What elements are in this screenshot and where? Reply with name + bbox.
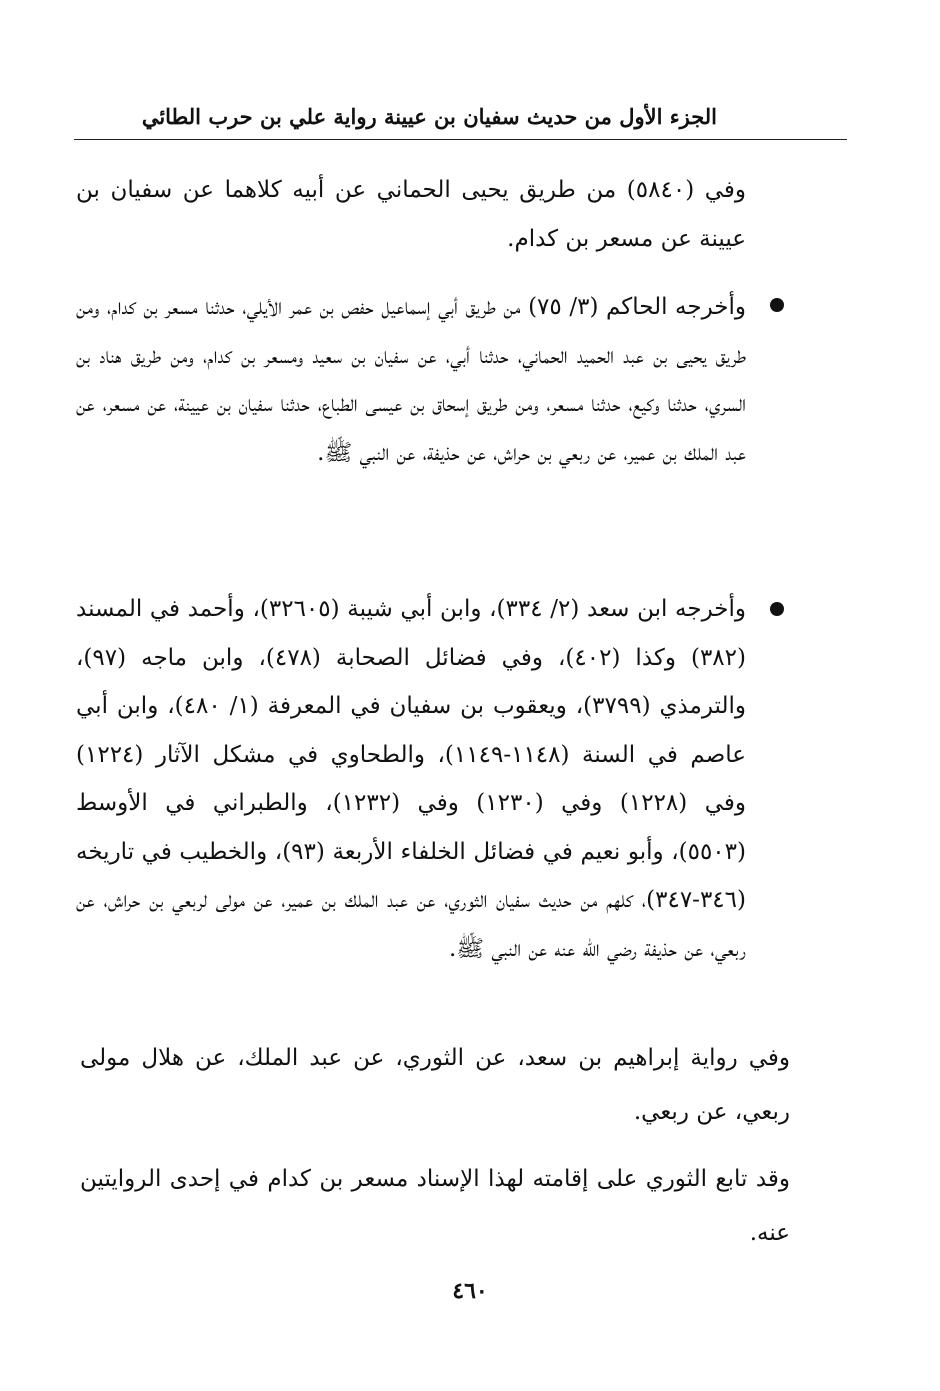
intro-paragraph: وفي (٥٨٤٠) من طريق يحيى الحماني عن أبيه كلاهما عن سفيان بن عيينة عن مسعر بن كدام.	[76, 177, 746, 252]
bullet-paragraph: وأخرجه الحاكم (٣/ ٧٥) من طريق أبي إسماعيل حفص بن عمر الأيلي، حدثنا مسعر بن كدام، ومن طريق يحيى بن عبد الحميد الحماني، حدثنا أبي، عن سفيان بن سعيد ومسعر بن كدام، ومن طريق هناد بن السري، حدثنا وكيع، حدثنا مسعر، ومن طريق إسحاق بن عيسى الطباع، حدثنا سفيان بن عيينة، عن مسعر، عن عبد الملك بن عمير، عن ربعي بن حراش، عن حذيفة، عن النبي ﷺ.	[76, 294, 746, 466]
header-divider	[74, 139, 847, 140]
bullet-marker	[770, 298, 784, 312]
page-number: ٤٦٠	[452, 1278, 488, 1304]
body-paragraph: وفي رواية إبراهيم بن سعد، عن الثوري، عن عبد الملك، عن هلال مولى ربعي، عن ربعي.	[80, 1045, 790, 1125]
bullet-paragraph: وأخرجه ابن سعد (٢/ ٣٣٤)، وابن أبي شيبة (٣٢٦٠٥)، وأحمد في المسند (٣٨٢) وكذا (٤٠٢)، وفي فضائل الصحابة (٤٧٨)، وابن ماجه (٩٧)، والترمذي (٣٧٩٩)، ويعقوب بن سفيان في المعرفة (١/ ٤٨٠)، وابن أبي عاصم في السنة (١١٤٨-١١٤٩)، والطحاوي في مشكل الآثار (١٢٢٤) وفي (١٢٢٨) وفي (١٢٣٠) وفي (١٢٣٢)، والطبراني في الأوسط (٥٥٠٣)، وأبو نعيم في فضائل الخلفاء الأربعة (٩٣)، والخطيب في تاريخه (٣٤٦-٣٤٧)، كلهم من حديث سفيان الثوري، عن عبد الملك بن عمير، عن مولى لربعي بن حراش، عن ربعي، عن حذيفة رضي الله عنه عن النبي ﷺ.	[76, 596, 747, 962]
running-header: الجزء الأول من حديث سفيان بن عيينة رواية علي بن حرب الطائي	[141, 104, 717, 129]
body-paragraph: وقد تابع الثوري على إقامته لهذا الإسناد مسعر بن كدام في إحدى الروايتين عنه.	[80, 1166, 790, 1246]
bullet-marker	[770, 602, 784, 616]
